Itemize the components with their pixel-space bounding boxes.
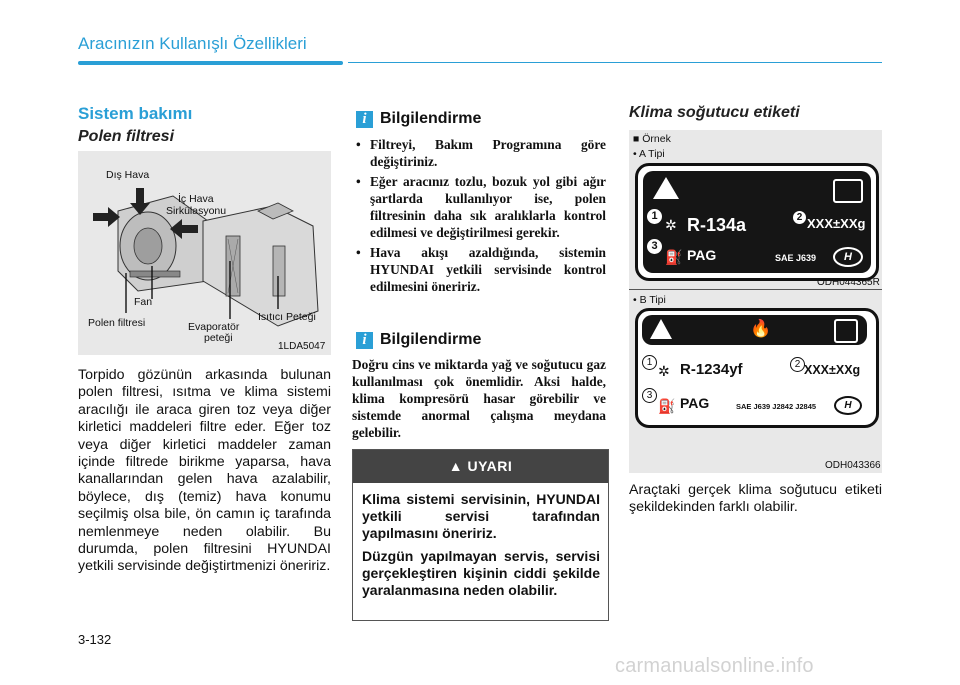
warning-text bbox=[353, 483, 608, 599]
oil-can-icon: ⛽ bbox=[658, 398, 676, 414]
warning-paragraph: Klima sistemi servisinin, HYUNDAI yetkili servisi tarafından yapılmasını öneririz. bbox=[362, 491, 600, 541]
callout-3: 3 bbox=[642, 388, 657, 403]
type-a-code: ODH044365R bbox=[817, 277, 880, 288]
callout-1: 1 bbox=[647, 209, 662, 224]
label-evaporator-1: Evaporatör bbox=[188, 321, 240, 333]
header-rule-thin bbox=[348, 62, 882, 63]
snowflake-icon: ✲ bbox=[658, 363, 670, 379]
type-a-amount: XXX±XXg bbox=[807, 216, 866, 231]
warning-box bbox=[352, 449, 609, 621]
info-bullet: • Hava akışı azaldığında, sistemin HYUNDAI yetkili servisinde kontrol edilmesini öneririz. bbox=[356, 244, 606, 295]
info-title: Bilgilendirme bbox=[380, 110, 482, 127]
section-title: Sistem bakımı bbox=[78, 104, 193, 123]
label-recirculation-1: İç Hava bbox=[178, 193, 214, 205]
refrigerant-label-title: Klima soğutucu etiketi bbox=[629, 104, 800, 121]
warning-title: UYARI bbox=[467, 458, 513, 474]
type-b-oil: PAG bbox=[680, 395, 710, 411]
type-a-sae: SAE J639 bbox=[775, 253, 817, 263]
type-a-label: • A Tipi bbox=[633, 148, 665, 160]
flammable-icon: 🔥 bbox=[750, 319, 772, 338]
oil-can-icon: ⛽ bbox=[665, 249, 683, 265]
hyundai-logo-icon: H bbox=[833, 247, 863, 267]
chapter-title: Aracınızın Kullanışlı Özellikleri bbox=[78, 34, 307, 53]
warning-triangle-icon bbox=[653, 177, 679, 199]
type-b-header-band bbox=[642, 315, 867, 345]
type-a-band bbox=[643, 171, 871, 273]
label-fan: Fan bbox=[134, 296, 153, 308]
label-recirculation-2: Sirkülasyonu bbox=[166, 205, 227, 217]
callout-2: 2 bbox=[790, 357, 805, 372]
info-title: Bilgilendirme bbox=[380, 331, 482, 348]
callout-2: 2 bbox=[793, 211, 806, 224]
refrigerant-label-figure bbox=[629, 130, 882, 473]
warning-triangle-icon: ▲ bbox=[448, 458, 464, 474]
type-a-refrigerant: R-134a bbox=[687, 215, 747, 235]
callout-3: 3 bbox=[647, 239, 662, 254]
label-pollen-filter: Polen filtresi bbox=[88, 317, 146, 329]
page-number: 3-132 bbox=[78, 632, 112, 647]
label-outside-air: Dış Hava bbox=[106, 169, 150, 181]
label-evaporator-2: peteği bbox=[204, 332, 233, 344]
info-icon: i bbox=[356, 111, 373, 128]
example-label: ■ Örnek bbox=[633, 133, 671, 145]
info-bullet-list bbox=[356, 136, 606, 298]
header-rule-thick bbox=[78, 61, 343, 65]
type-a-oil: PAG bbox=[687, 247, 717, 263]
pollen-filter-figure bbox=[78, 151, 331, 355]
refrigerant-label-paragraph: Araçtaki gerçek klima soğutucu etiketi şekildekinden farklı olabilir. bbox=[629, 482, 882, 516]
figure-code: 1LDA5047 bbox=[278, 341, 326, 352]
pollen-filter-paragraph: Torpido gözünün arkasında bulunan polen filtresi, ısıtma ve klima sistemi aracılığı ile araca giren toz veya diğer kirletici maddeleri filtre eder. Eğer toz veya diğer kirletici maddeler zaman içinde filtrede birikme yaparsa, hava kanallarından gelen hava azalabilir, böylece, dış (temiz) hava konumu seçilmiş olsa bile, ön camın iç tarafında nemlenmeye neden olabilir. Bu durumda, polen filtresini HYUNDAI yetkili servisinde değiştirtmenizi öneririz. bbox=[78, 367, 331, 575]
manual-book-icon bbox=[833, 179, 863, 203]
subsection-title: Polen filtresi bbox=[78, 128, 175, 145]
info-bullet: • Eğer aracınız tozlu, bozuk yol gibi ağır şartlarda kullanılıyor ise, polen filtresinin daha sık aralıklarla kontrol edilmesi ve değiştirilmesi gerekir. bbox=[356, 173, 606, 241]
type-b-card bbox=[635, 308, 879, 428]
type-b-refrigerant: R-1234yf bbox=[680, 361, 743, 378]
snowflake-icon: ✲ bbox=[665, 217, 677, 233]
technician-icon bbox=[834, 319, 858, 343]
type-b-amount: XXX±XXg bbox=[804, 363, 861, 377]
info-bullet: • Filtreyi, Bakım Programına göre değiştiriniz. bbox=[356, 136, 606, 170]
type-b-sae: SAE J639 J2842 J2845 bbox=[736, 402, 817, 411]
hyundai-logo-icon: H bbox=[834, 396, 862, 415]
warning-paragraph: Düzgün yapılmayan servis, servisi gerçekleştiren kişinin ciddi şekilde yaralanmasına neden olabilir. bbox=[362, 548, 600, 598]
callout-1: 1 bbox=[642, 355, 657, 370]
warning-triangle-icon bbox=[650, 319, 672, 339]
type-a-card bbox=[635, 163, 879, 281]
label-heater-core: Isıtıcı Peteği bbox=[258, 311, 316, 323]
type-b-label: • B Tipi bbox=[633, 294, 666, 306]
info-icon: i bbox=[356, 332, 373, 349]
warning-header bbox=[353, 450, 608, 483]
type-b-code: ODH043366 bbox=[825, 460, 881, 471]
info-oil-paragraph: Doğru cins ve miktarda yağ ve soğutucu gaz kullanılması çok önemlidir. Aksi halde, klima kompresörü hasar görebilir ve sistemde anormal çalışma meydana gelebilir. bbox=[352, 357, 606, 440]
figure-divider bbox=[629, 289, 882, 290]
watermark: carmanualsonline.info bbox=[615, 655, 814, 677]
